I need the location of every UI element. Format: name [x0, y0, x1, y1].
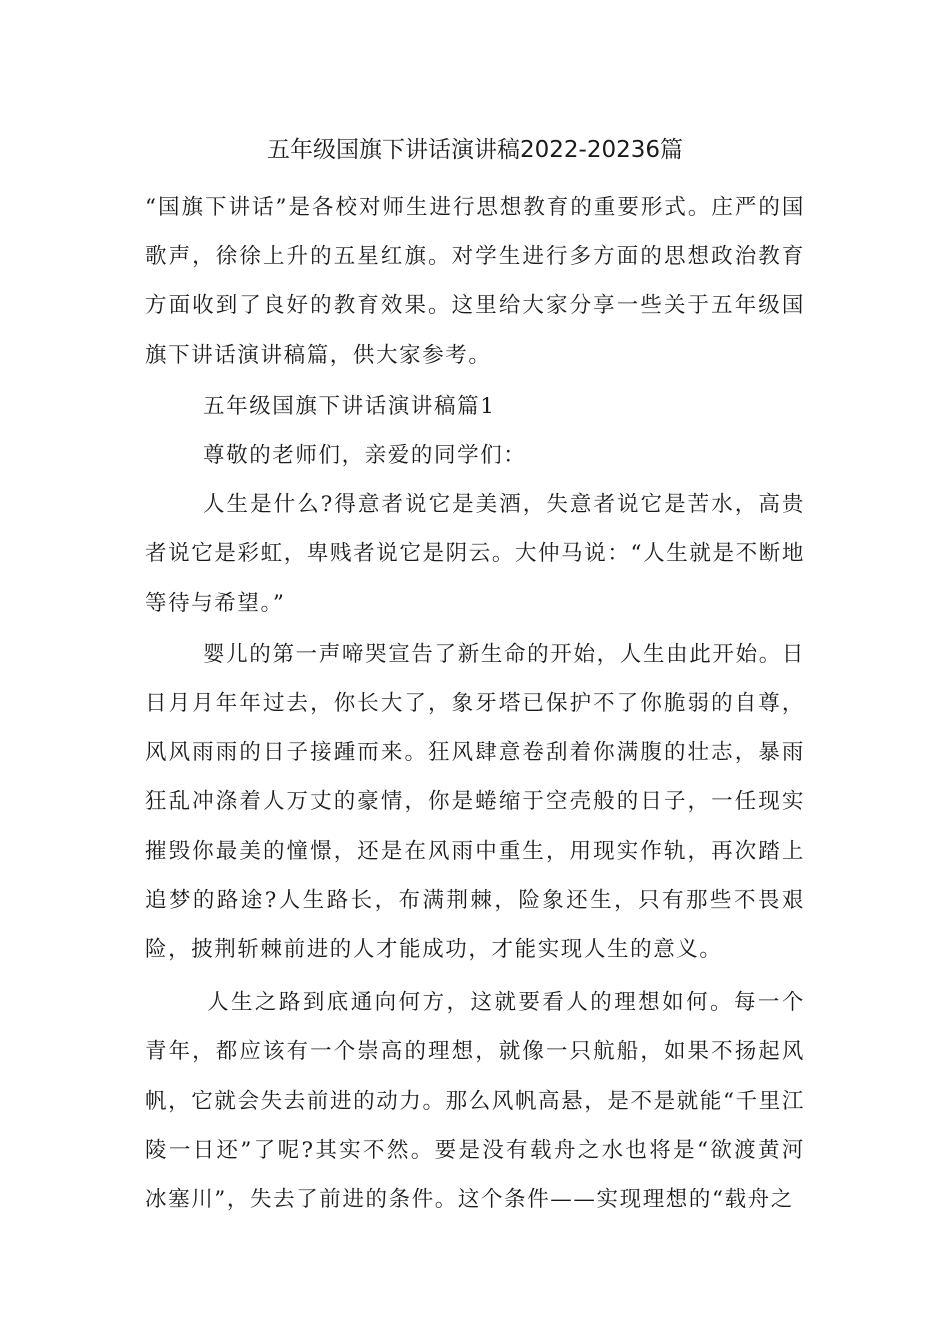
- intro-paragraph: “国旗下讲话”是各校对师生进行思想教育的重要形式。庄严的国歌声，徐徐上升的五星红旗。对学生进行多方面的思想政治教育方面收到了良好的教育效果。这里给大家分享一些关于五年级国旗下讲话演讲稿篇，供大家参考。: [145, 195, 805, 368]
- document-title: 五年级国旗下讲话演讲稿2022-20236篇: [267, 137, 683, 163]
- body-paragraph-2: 婴儿的第一声啼哭宣告了新生命的开始，人生由此开始。日日月月年年过去，你长大了，象牙塔已保护不了你脆弱的自尊，风风雨雨的日子接踵而来。狂风肆意卷刮着你满腹的壮志，暴雨狂乱冲涤着人万丈的豪情，你是蜷缩于空壳般的日子，一任现实摧毁你最美的憧憬，还是在风雨中重生，用现实作轨，再次踏上追梦的路途?人生路长，布满荆棘，险象还生，只有那些不畏艰险，披荆斩棘前进的人才能成功，才能实现人生的意义。: [145, 641, 805, 963]
- greeting-line: 尊敬的老师们，亲爱的同学们：: [203, 443, 527, 469]
- section-heading: 五年级国旗下讲话演讲稿篇1: [203, 393, 496, 419]
- document-body: [145, 183, 805, 1224]
- body-paragraph-3: 人生之路到底通向何方，这就要看人的理想如何。每一个青年，都应该有一个崇高的理想，就像一只航船，如果不扬起风帆，它就会失去前进的动力。那么风帆高悬，是不是就能“千里江陵一日还”了呢?其实不然。要是没有载舟之水也将是“欲渡黄河冰塞川”，失去了前进的条件。这个条件——实现理想的“载舟之: [145, 990, 805, 1213]
- body-paragraph-1: 人生是什么?得意者说它是美酒，失意者说它是苦水，高贵者说它是彩虹，卑贱者说它是阴云。大仲马说：“人生就是不断地等待与希望。”: [145, 492, 805, 616]
